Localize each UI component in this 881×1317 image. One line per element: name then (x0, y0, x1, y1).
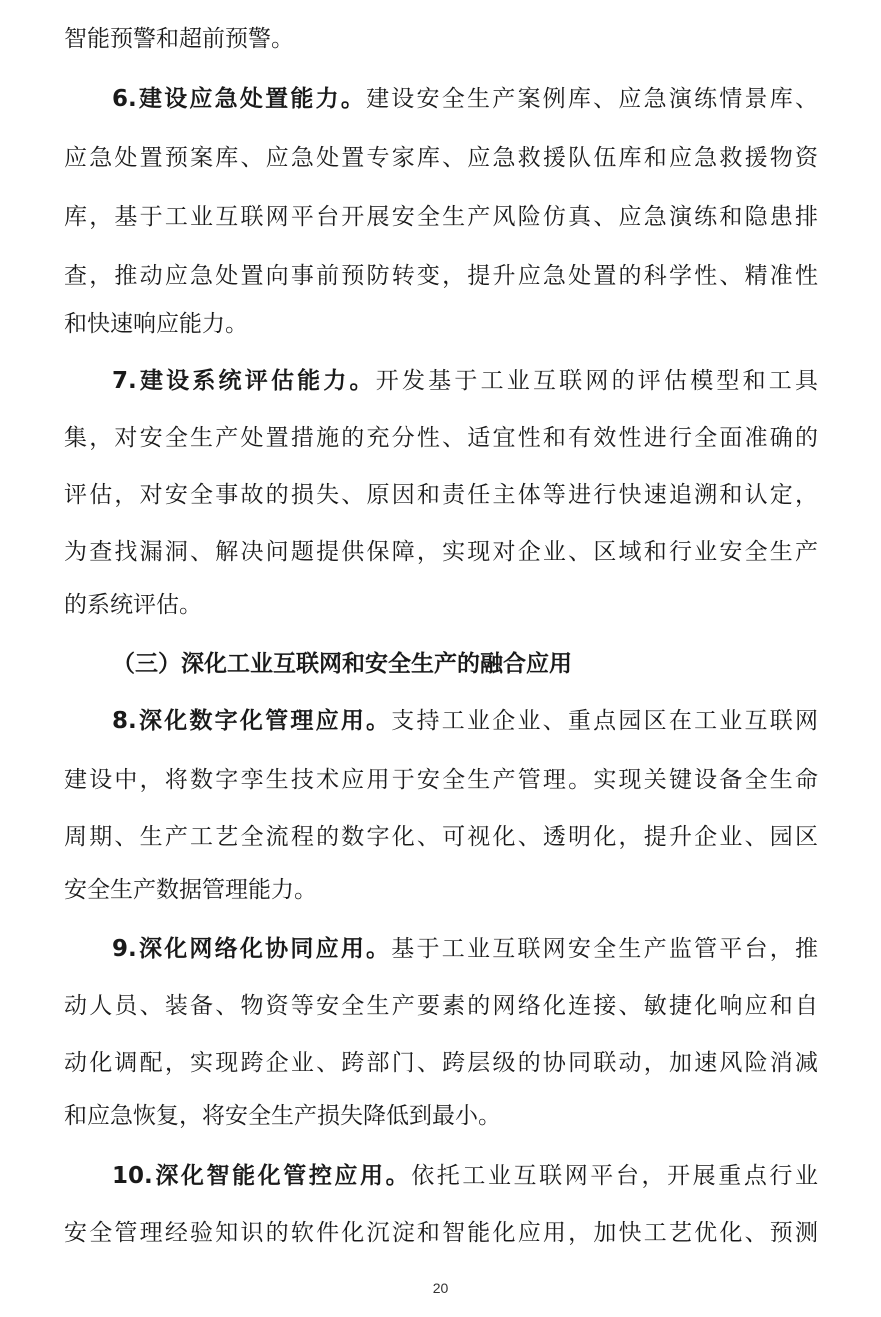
body-line (64, 24, 818, 54)
item-6-heading: 6.建设应急处置能力。 (112, 86, 367, 112)
line-text: 和快速响应能力。 (64, 311, 248, 337)
body-line (64, 822, 818, 852)
line-text: 智能预警和超前预警。 (64, 26, 294, 52)
line-text: 的系统评估。 (64, 592, 202, 618)
line-text: 动化调配，实现跨企业、跨部门、跨层级的协同联动，加速风险消减 (64, 1050, 818, 1076)
line-text: 周期、生产工艺全流程的数字化、可视化、透明化，提升企业、园区 (64, 824, 818, 850)
item-8-heading: 8.深化数字化管理应用。 (112, 708, 392, 734)
line-text: 评估，对安全事故的损失、原因和责任主体等进行快速追溯和认定， (64, 482, 818, 508)
body-line (64, 590, 818, 620)
item-9-heading: 9.深化网络化协同应用。 (112, 936, 392, 962)
body-line (64, 423, 818, 453)
line-text: 基于工业互联网安全生产监管平台，推 (391, 936, 819, 962)
item-10-first-line (112, 1161, 818, 1191)
item-7-heading: 7.建设系统评估能力。 (112, 368, 376, 394)
body-line (64, 537, 818, 567)
body-line (64, 1218, 818, 1248)
line-text: 应急处置预案库、应急处置专家库、应急救援队伍库和应急救援物资 (64, 145, 818, 171)
line-text: 支持工业企业、重点园区在工业互联网 (391, 708, 819, 734)
item-7-first-line (112, 366, 818, 396)
body-line (64, 202, 818, 232)
line-text: 安全管理经验知识的软件化沉淀和智能化应用，加快工艺优化、预测 (64, 1220, 818, 1246)
line-text: 开发基于工业互联网的评估模型和工具 (375, 368, 818, 394)
body-line (64, 261, 818, 291)
line-text: 集，对安全生产处置措施的充分性、适宜性和有效性进行全面准确的 (64, 425, 818, 451)
body-line (64, 765, 818, 795)
item-10-heading: 10.深化智能化管控应用。 (112, 1163, 412, 1189)
line-text: 和应急恢复，将安全生产损失降低到最小。 (64, 1103, 501, 1129)
line-text: 为查找漏洞、解决问题提供保障，实现对企业、区域和行业安全生产 (64, 539, 818, 565)
body-line (64, 309, 818, 339)
line-text: 查，推动应急处置向事前预防转变，提升应急处置的科学性、精准性 (64, 263, 818, 289)
body-line (64, 480, 818, 510)
section-heading: （三）深化工业互联网和安全生产的融合应用 (112, 651, 572, 677)
line-text: 依托工业互联网平台，开展重点行业 (411, 1163, 819, 1189)
body-line (64, 875, 818, 905)
line-text: 库，基于工业互联网平台开展安全生产风险仿真、应急演练和隐患排 (64, 204, 818, 230)
item-6-first-line (112, 84, 818, 114)
line-text: 建设中，将数字孪生技术应用于安全生产管理。实现关键设备全生命 (64, 767, 818, 793)
page-number: 20 (432, 1280, 449, 1296)
body-line (64, 1048, 818, 1078)
line-text: 安全生产数据管理能力。 (64, 877, 317, 903)
item-8-first-line (112, 706, 818, 736)
line-text: 动人员、装备、物资等安全生产要素的网络化连接、敏捷化响应和自 (64, 993, 818, 1019)
body-line (64, 1101, 818, 1131)
body-line (64, 991, 818, 1021)
line-text: 建设安全生产案例库、应急演练情景库、 (366, 86, 818, 112)
item-9-first-line (112, 934, 818, 964)
body-line (64, 143, 818, 173)
